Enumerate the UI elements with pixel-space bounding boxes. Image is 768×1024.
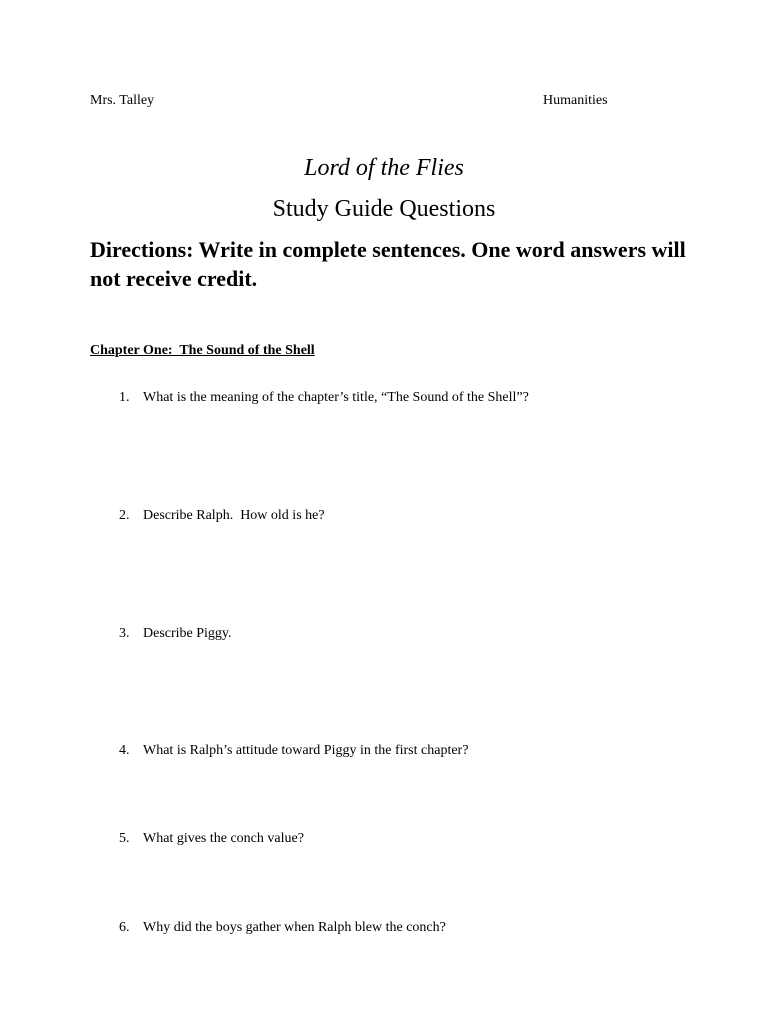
question-1 [112,371,529,407]
question-number: 2. [119,508,130,523]
question-5 [112,812,304,848]
document-title: Lord of the Flies [304,155,464,181]
question-number: 1. [119,390,130,405]
question-number: 4. [119,743,130,758]
chapter-heading: Chapter One: The Sound of the Shell [90,343,315,358]
question-3 [112,607,232,643]
question-number: 3. [119,626,130,641]
question-text: What is the meaning of the chapter’s title, “The Sound of the Shell”? [143,390,529,405]
question-text: Why did the boys gather when Ralph blew the conch? [143,920,446,935]
teacher-name: Mrs. Talley [90,93,155,108]
question-4 [112,724,468,760]
question-2 [112,489,325,525]
document-subtitle: Study Guide Questions [272,196,496,222]
subject-name: Humanities [543,93,608,108]
question-6 [112,901,446,937]
question-number: 5. [119,831,130,846]
question-text: What gives the conch value? [143,831,304,846]
question-text: Describe Piggy. [143,626,232,641]
question-number: 6. [119,920,130,935]
directions-text: Directions: Write in complete sentences. One word answers will not receive credit. [90,237,686,291]
question-text: Describe Ralph. How old is he? [143,508,325,523]
question-text: What is Ralph’s attitude toward Piggy in the first chapter? [143,743,469,758]
